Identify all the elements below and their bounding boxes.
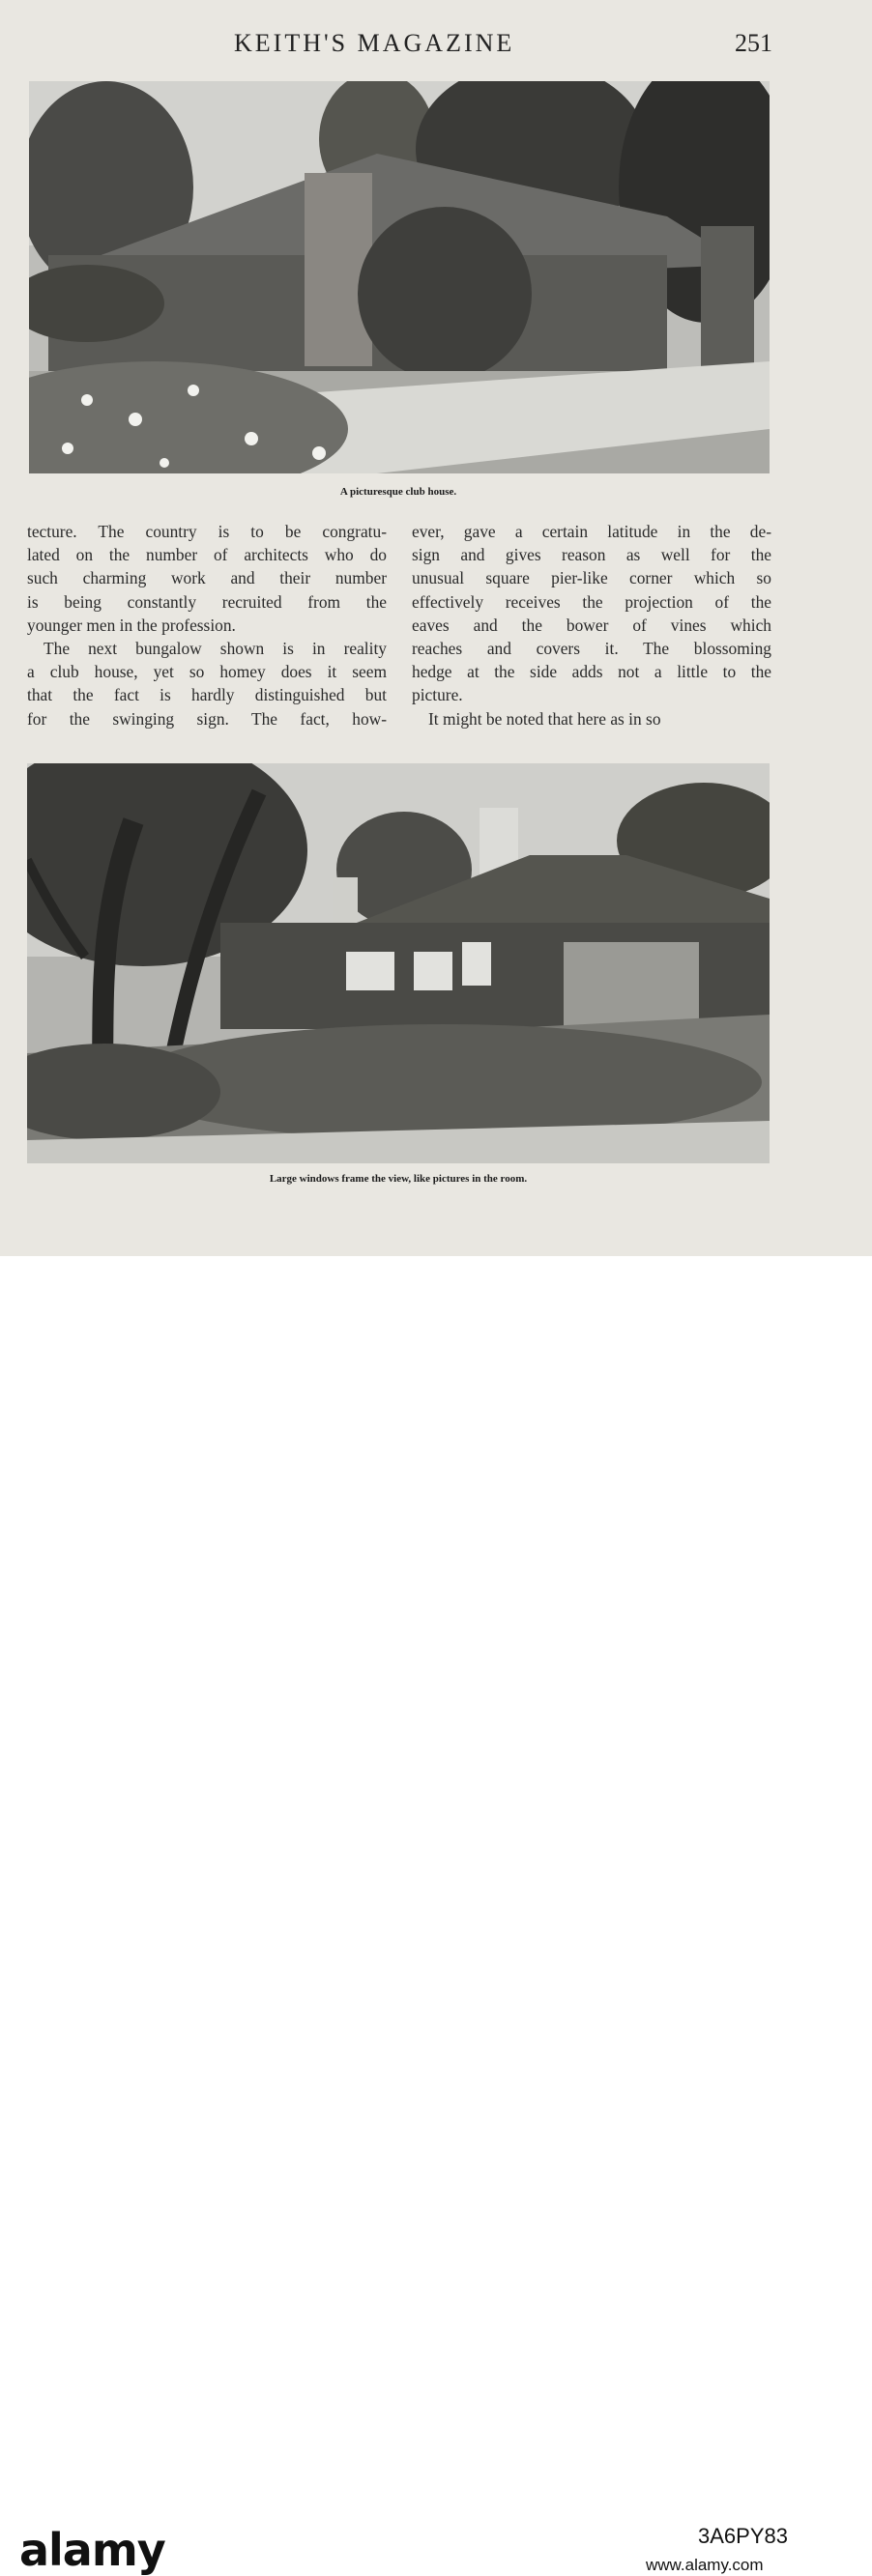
text-line: effectively receives the projection of the (412, 591, 771, 612)
text-line: sign and gives reason as well for the (412, 545, 771, 565)
bungalow-windows-caption: Large windows frame the view, like pictures in the room. (269, 1173, 528, 1185)
club-house-caption: A picturesque club house. (339, 486, 457, 498)
stock-brand-logo: alamy (19, 2524, 165, 2576)
stock-image-id: 3A6PY83 (698, 2524, 788, 2548)
text-line: younger men in the profession. (27, 615, 236, 635)
bungalow-windows-photo (27, 763, 770, 1163)
text-line: for the swinging sign. The fact, how- (27, 708, 387, 729)
page-number: 251 (735, 29, 772, 57)
text-line: that the fact is hardly distinguished but (27, 685, 387, 705)
bungalow-illustration (27, 763, 770, 1163)
text-line: tecture. The country is to be congratu- (27, 522, 387, 541)
text-line: It might be noted that here as in so (428, 708, 661, 729)
text-line: The next bungalow shown is in reality (44, 639, 387, 659)
text-line: ever, gave a certain latitude in the de- (412, 522, 771, 541)
magazine-title: KEITH'S MAGAZINE (234, 29, 515, 57)
stock-banner (0, 1256, 872, 2576)
club-house-photo (29, 81, 770, 473)
text-line: lated on the number of architects who do (27, 545, 387, 565)
stock-site-url: www.alamy.com (646, 2556, 764, 2574)
text-line: a club house, yet so homey does it seem (27, 662, 387, 682)
text-line: unusual square pier-like corner which so (412, 568, 771, 588)
text-line: hedge at the side adds not a little to the (412, 662, 771, 682)
article-column-left (27, 520, 387, 730)
text-line: picture. (412, 685, 463, 705)
text-line: is being constantly recruited from the (27, 591, 387, 612)
text-line: reaches and covers it. The blossoming (412, 639, 771, 659)
article-column-right (412, 520, 771, 730)
text-line: such charming work and their number (27, 568, 387, 588)
club-house-illustration (29, 81, 770, 473)
magazine-page (0, 0, 872, 1256)
text-line: eaves and the bower of vines which (412, 615, 771, 635)
